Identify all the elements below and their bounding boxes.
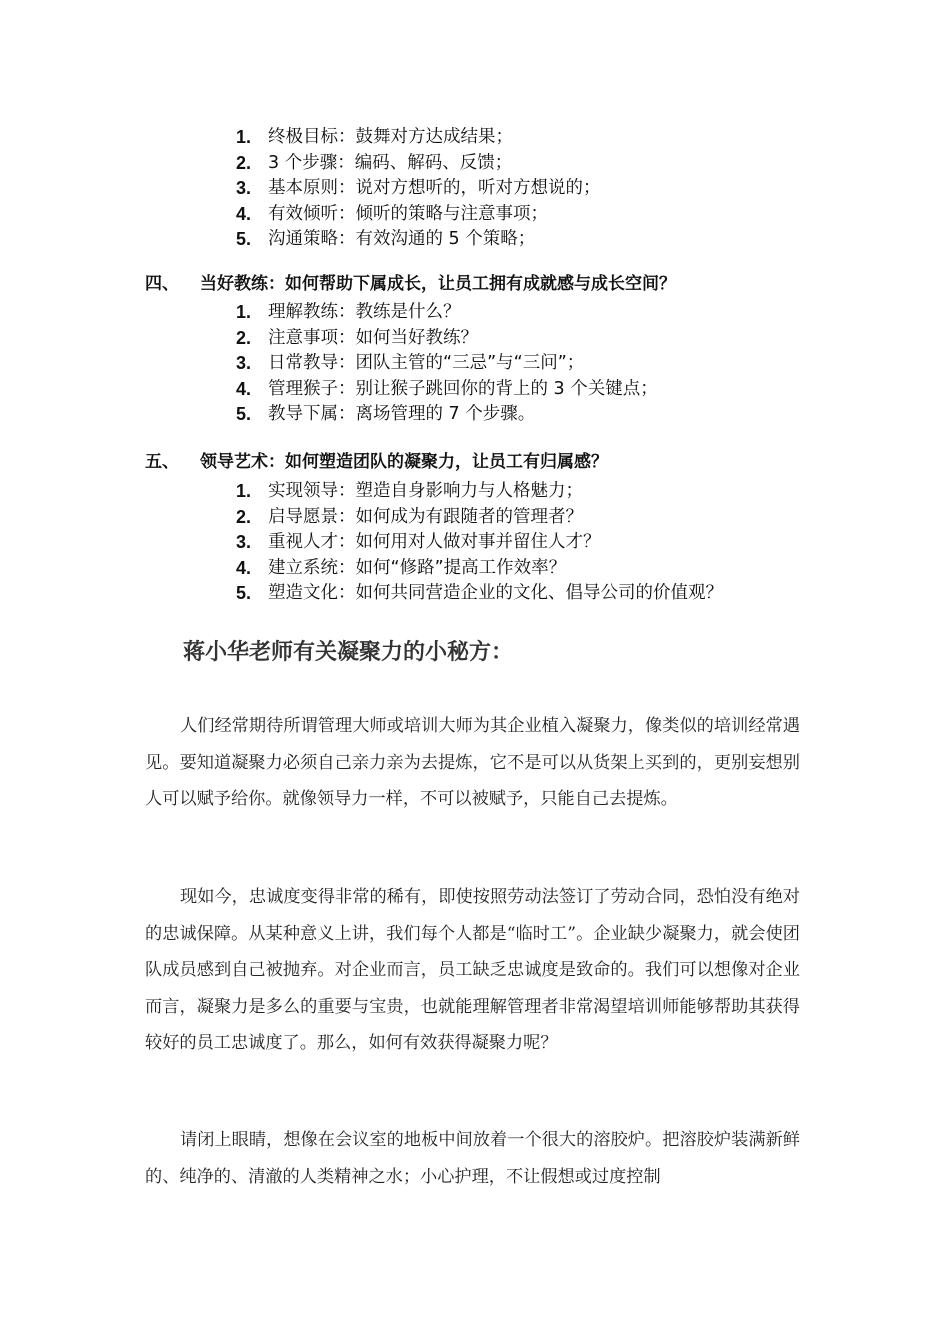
paragraph-2: 现如今，忠诚度变得非常的稀有，即使按照劳动法签订了劳动合同，恐怕没有绝对的忠诚保障。从某种意义上讲，我们每个人都是“临时工”。企业缺少凝聚力，就会使团队成员感到自己被抛弃。对企业而言，员工缺乏忠诚度是致命的。我们可以想像对企业而言，凝聚力是多么的重要与宝贵，也就能理解管理者非常渴望培训师能够帮助其获得较好的员工忠诚度了。那么，如何有效获得凝聚力呢？ (145, 887, 800, 1054)
item-text: 重视人才：如何用对人做对事并留住人才？ (268, 532, 601, 553)
paragraph-1: 人们经常期待所谓管理大师或培训大师为其企业植入凝聚力，像类似的培训经常遇见。要知道凝聚力必须自己亲力亲为去提炼，它不是可以从货架上买到的，更别妄想别人可以赋予给你。就像领导力一样，不可以被赋予，只能自己去提炼。 (145, 716, 800, 810)
item-text: 建立系统：如何“修路”提高工作效率？ (268, 557, 567, 578)
item-number: 5. (236, 229, 252, 250)
item-number: 2. (236, 506, 252, 527)
item-number: 1. (236, 481, 252, 501)
item-text: 管理猴子：别让猴子跳回你的背上的 3 个关键点； (268, 378, 658, 399)
item-number: 3. (236, 532, 252, 553)
item-text: 日常教导：团队主管的“三忌”与“三问”； (268, 353, 585, 374)
item-text: 注意事项：如何当好教练？ (268, 327, 478, 348)
item-text: 基本原则：说对方想听的，听对方想说的； (268, 178, 601, 199)
item-number: 3. (236, 353, 252, 374)
item-number: 4. (236, 378, 252, 399)
item-number: 1. (236, 127, 252, 147)
article-heading: 蒋小华老师有关凝聚力的小秘方： (183, 640, 514, 665)
item-text: 沟通策略：有效沟通的 5 个策略； (268, 229, 536, 250)
section-number: 五、 (145, 452, 179, 472)
item-number: 2. (236, 327, 252, 348)
item-number: 4. (236, 203, 252, 224)
section-title: 领导艺术：如何塑造团队的凝聚力，让员工有归属感？ (200, 452, 608, 472)
item-text: 理解教练：教练是什么？ (268, 302, 461, 322)
item-number: 5. (236, 583, 252, 604)
paragraph-3: 请闭上眼睛，想像在会议室的地板中间放着一个很大的溶胶炉。把溶胶炉装满新鲜的、纯净的、清澈的人类精神之水；小心护理，不让假想或过度控制 (145, 1130, 800, 1187)
item-text: 实现领导：塑造自身影响力与人格魅力； (268, 481, 583, 501)
item-text: 终极目标：鼓舞对方达成结果； (268, 127, 513, 147)
item-number: 3. (236, 178, 252, 199)
item-text: 3 个步骤：编码、解码、反馈； (268, 152, 513, 173)
item-text: 启导愿景：如何成为有跟随者的管理者？ (268, 506, 583, 527)
item-text: 有效倾听：倾听的策略与注意事项； (268, 203, 548, 224)
section-number: 四、 (145, 274, 179, 294)
item-text: 塑造文化：如何共同营造企业的文化、倡导公司的价值观？ (268, 583, 723, 604)
item-number: 1. (236, 302, 252, 322)
section-title: 当好教练：如何帮助下属成长，让员工拥有成就感与成长空间？ (200, 274, 676, 294)
item-number: 2. (236, 152, 252, 173)
item-number: 5. (236, 404, 252, 425)
item-number: 4. (236, 557, 252, 578)
item-text: 教导下属：离场管理的 7 个步骤。 (268, 404, 536, 425)
